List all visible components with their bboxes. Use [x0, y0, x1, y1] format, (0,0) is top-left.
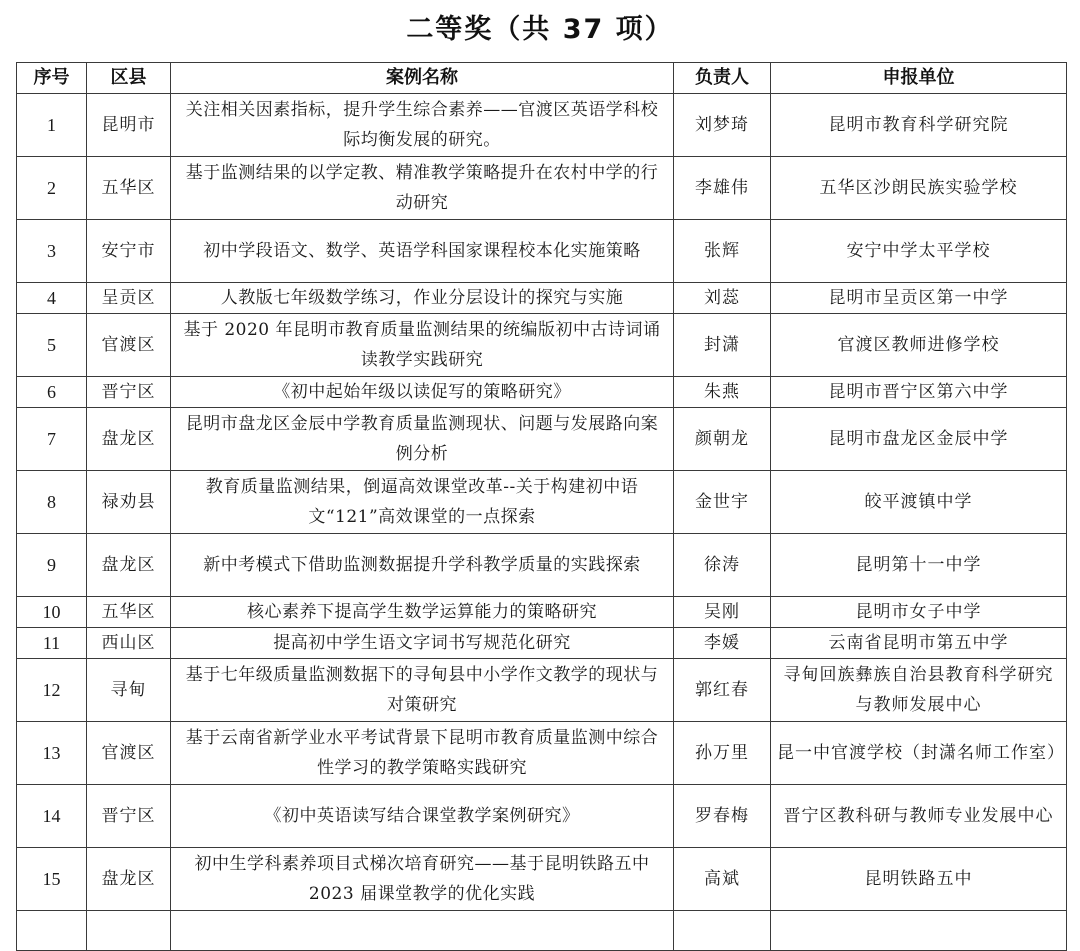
- cell-leader: 李媛: [674, 628, 771, 659]
- cell-index: 6: [17, 377, 87, 408]
- table-row: [17, 157, 1067, 220]
- cell-leader: 徐涛: [674, 534, 771, 597]
- cell-leader: 吴刚: [674, 597, 771, 628]
- cell-case-name: 教育质量监测结果，倒逼高效课堂改革--关于构建初中语文“121”高效课堂的一点探索: [171, 471, 674, 534]
- cell-unit: 昆明铁路五中: [771, 848, 1067, 911]
- cell-index: 9: [17, 534, 87, 597]
- cell-index: 5: [17, 314, 87, 377]
- table-header-row: [17, 63, 1067, 94]
- cell-case-name: 关注相关因素指标，提升学生综合素养——官渡区英语学科校际均衡发展的研究。: [171, 94, 674, 157]
- cell-unit: 昆明第十一中学: [771, 534, 1067, 597]
- cell-unit: 五华区沙朗民族实验学校: [771, 157, 1067, 220]
- page-title: 二等奖（共 37 项）: [406, 14, 674, 45]
- table-row: [17, 408, 1067, 471]
- cell-index: 10: [17, 597, 87, 628]
- cell-case-name: [171, 911, 674, 951]
- header-unit: 申报单位: [771, 63, 1067, 94]
- cell-case-name: 《初中英语读写结合课堂教学案例研究》: [171, 785, 674, 848]
- cell-leader: 刘蕊: [674, 283, 771, 314]
- table-row: [17, 848, 1067, 911]
- cell-district: 晋宁区: [87, 377, 171, 408]
- table-row: [17, 283, 1067, 314]
- cell-leader: 金世宇: [674, 471, 771, 534]
- cell-index: 13: [17, 722, 87, 785]
- award-table: [16, 62, 1067, 951]
- cell-unit: 安宁中学太平学校: [771, 220, 1067, 283]
- cell-unit: 昆一中官渡学校（封潇名师工作室）: [771, 722, 1067, 785]
- cell-unit: 寻甸回族彝族自治县教育科学研究与教师发展中心: [771, 659, 1067, 722]
- cell-leader: 罗春梅: [674, 785, 771, 848]
- table-row: [17, 220, 1067, 283]
- header-index: 序号: [17, 63, 87, 94]
- cell-leader: 郭红春: [674, 659, 771, 722]
- cell-district: 寻甸: [87, 659, 171, 722]
- table-row: [17, 377, 1067, 408]
- cell-case-name: 初中生学科素养项目式梯次培育研究——基于昆明铁路五中 2023 届课堂教学的优化实践: [171, 848, 674, 911]
- cell-district: 呈贡区: [87, 283, 171, 314]
- cell-district: 五华区: [87, 597, 171, 628]
- cell-district: 盘龙区: [87, 534, 171, 597]
- cell-case-name: 核心素养下提高学生数学运算能力的策略研究: [171, 597, 674, 628]
- header-case-name: 案例名称: [171, 63, 674, 94]
- cell-leader: [674, 911, 771, 951]
- cell-district: 五华区: [87, 157, 171, 220]
- cell-district: 昆明市: [87, 94, 171, 157]
- cell-case-name: 昆明市盘龙区金辰中学教育质量监测现状、问题与发展路向案例分析: [171, 408, 674, 471]
- cell-index: 15: [17, 848, 87, 911]
- cell-index: 14: [17, 785, 87, 848]
- cell-index: 4: [17, 283, 87, 314]
- header-district: 区县: [87, 63, 171, 94]
- cell-unit: 官渡区教师进修学校: [771, 314, 1067, 377]
- cell-district: 盘龙区: [87, 408, 171, 471]
- table-row: [17, 471, 1067, 534]
- cell-case-name: 基于七年级质量监测数据下的寻甸县中小学作文教学的现状与对策研究: [171, 659, 674, 722]
- cell-unit: 昆明市教育科学研究院: [771, 94, 1067, 157]
- cell-leader: 孙万里: [674, 722, 771, 785]
- table-row: [17, 314, 1067, 377]
- table-row: [17, 534, 1067, 597]
- cell-unit: 昆明市盘龙区金辰中学: [771, 408, 1067, 471]
- table-row: [17, 597, 1067, 628]
- header-leader: 负责人: [674, 63, 771, 94]
- cell-leader: 刘梦琦: [674, 94, 771, 157]
- table-row: [17, 659, 1067, 722]
- cell-leader: 高斌: [674, 848, 771, 911]
- cell-case-name: 基于 2020 年昆明市教育质量监测结果的统编版初中古诗词诵读教学实践研究: [171, 314, 674, 377]
- cell-index: 11: [17, 628, 87, 659]
- table-row: [17, 785, 1067, 848]
- cell-leader: 朱燕: [674, 377, 771, 408]
- cell-district: 官渡区: [87, 722, 171, 785]
- cell-unit: 昆明市晋宁区第六中学: [771, 377, 1067, 408]
- cell-unit: 昆明市呈贡区第一中学: [771, 283, 1067, 314]
- cell-leader: 颜朝龙: [674, 408, 771, 471]
- cell-district: 安宁市: [87, 220, 171, 283]
- cell-unit: 昆明市女子中学: [771, 597, 1067, 628]
- cell-leader: 张辉: [674, 220, 771, 283]
- cell-index: 3: [17, 220, 87, 283]
- cell-district: 盘龙区: [87, 848, 171, 911]
- cell-district: 官渡区: [87, 314, 171, 377]
- cell-unit: 皎平渡镇中学: [771, 471, 1067, 534]
- cell-case-name: 基于云南省新学业水平考试背景下昆明市教育质量监测中综合性学习的教学策略实践研究: [171, 722, 674, 785]
- cell-district: 禄劝县: [87, 471, 171, 534]
- cell-index: 7: [17, 408, 87, 471]
- cell-case-name: 人教版七年级数学练习，作业分层设计的探究与实施: [171, 283, 674, 314]
- cell-district: [87, 911, 171, 951]
- cell-index: 1: [17, 94, 87, 157]
- cell-index: [17, 911, 87, 951]
- table-row: [17, 628, 1067, 659]
- cell-district: 晋宁区: [87, 785, 171, 848]
- table-row: [17, 722, 1067, 785]
- cell-unit: 晋宁区教科研与教师专业发展中心: [771, 785, 1067, 848]
- cell-case-name: 新中考模式下借助监测数据提升学科教学质量的实践探索: [171, 534, 674, 597]
- cell-case-name: 基于监测结果的以学定教、精准教学策略提升在农村中学的行动研究: [171, 157, 674, 220]
- cell-unit: [771, 911, 1067, 951]
- cell-index: 8: [17, 471, 87, 534]
- cell-case-name: 初中学段语文、数学、英语学科国家课程校本化实施策略: [171, 220, 674, 283]
- cell-leader: 封潇: [674, 314, 771, 377]
- cell-district: 西山区: [87, 628, 171, 659]
- cell-index: 12: [17, 659, 87, 722]
- cell-unit: 云南省昆明市第五中学: [771, 628, 1067, 659]
- table-row-partial: [17, 911, 1067, 951]
- cell-leader: 李雄伟: [674, 157, 771, 220]
- cell-index: 2: [17, 157, 87, 220]
- cell-case-name: 提高初中学生语文字词书写规范化研究: [171, 628, 674, 659]
- cell-case-name: 《初中起始年级以读促写的策略研究》: [171, 377, 674, 408]
- table-row: [17, 94, 1067, 157]
